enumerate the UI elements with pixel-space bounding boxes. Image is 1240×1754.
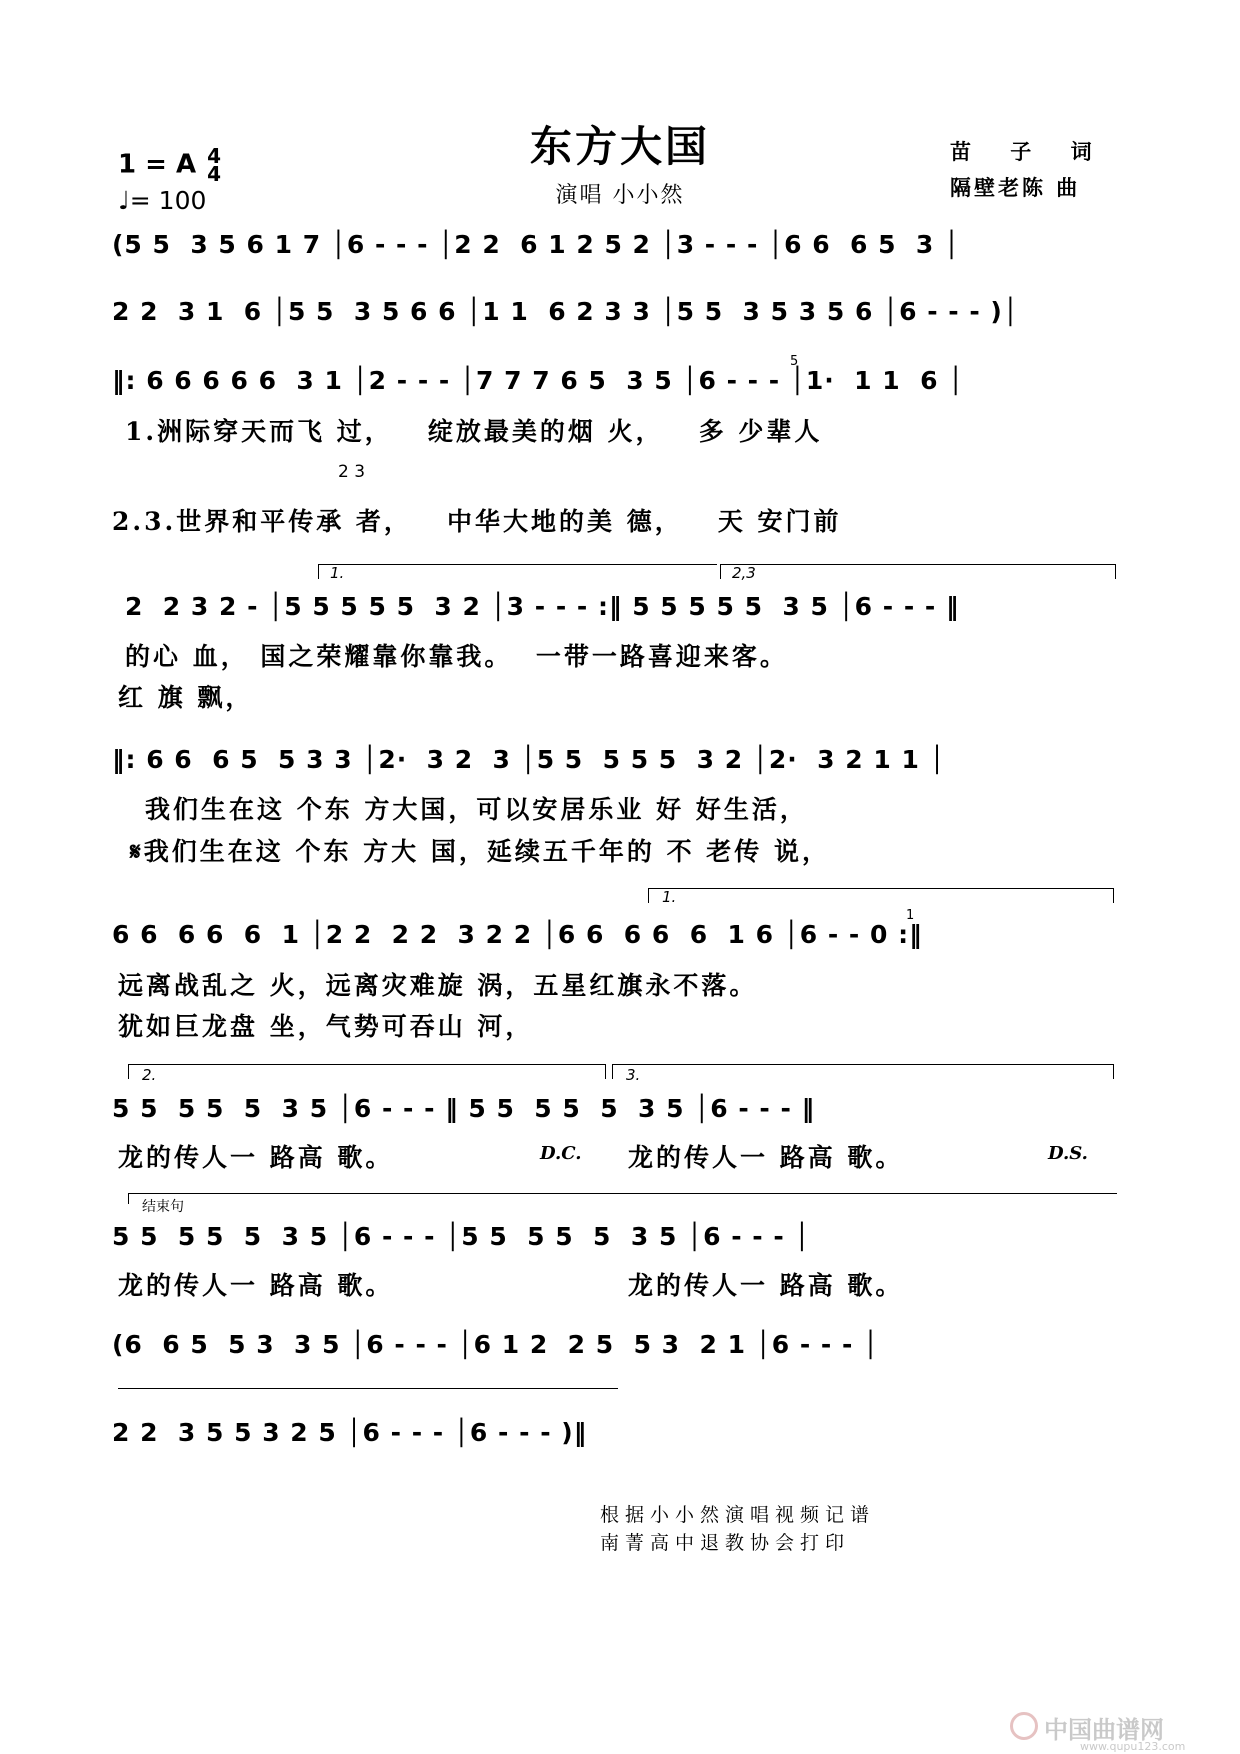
watermark-text: 中国曲谱网 [1044,1715,1164,1744]
volta-label-c2: 2. [142,1066,157,1084]
tempo-mark: ♩= 100 [118,186,207,215]
performer-line: 演唱 小小然 [555,183,685,208]
lyric-verse1-line2: 的心 血， 国之荣耀靠你靠我。 一带一路喜迎来客。 [125,642,788,671]
lyric-verse23-line2: 红 旗 飘， [118,683,254,712]
lyric-chorus-a1: 我们生在这 个东 方大国，可以安居乐业 好 好生活， [145,795,808,824]
volta-bracket-23 [720,564,1116,579]
volta-label-1: 1. [330,564,345,582]
notation-row-10: 2 2 3 5 5 3 2 5 │6 - - - │6 - - - )‖ [112,1418,588,1447]
volta-label-23: 2,3 [732,564,756,582]
footer-note-1: 根据小小然演唱视频记谱 [600,1504,876,1526]
notation-row-9: (6 6 5 5 3 3 5 │6 - - - │6 1 2 2 5 5 3 2 1 │6 - - - │ [112,1330,880,1359]
notation-row-5: ‖: 6 6 6 5 5 3 3 │2· 3 2 3 │5 5 5 5 5 3 2 │2· 3 2 1 1 │ [112,745,946,774]
time-top: 4 [207,144,222,168]
volta-bracket-c2 [128,1064,606,1079]
key-signature [118,144,222,186]
notation-row-4: 2 2 3 2 - │5 5 5 5 5 3 2 │3 - - - :‖ 5 5 5 5 5 3 5 │6 - - - ‖ [125,592,960,621]
notation-row-1: (5 5 3 5 6 1 7 │6 - - - │2 2 6 1 2 5 2 │3 - - - │6 6 6 5 3 │ [112,230,961,259]
lyric-chorus-b1: 远离战乱之 火，远离灾难旋 涡，五星红旗永不落。 [118,971,758,1000]
volta-bracket-1 [318,564,717,579]
tie-line [118,1388,618,1399]
lyric-coda-a: 龙的传人一 路高 歌。 [118,1271,394,1300]
lyric-chorus-b2: 犹如巨龙盘 坐，气势可吞山 河， [118,1012,534,1041]
watermark-url: www.qupu123.com [1080,1740,1186,1753]
notation-row-8: 5 5 5 5 5 3 5 │6 - - - │5 5 5 5 5 3 5 │6 - - - │ [112,1222,811,1251]
key-text: 1 = A [118,149,197,180]
ds-mark: D.S. [1048,1143,1088,1164]
notation-row-6: 6 6 6 6 6 1 │2 2 2 2 3 2 2 │6 6 6 6 6 1 6 │6 - - 0 :‖ [112,920,923,949]
footer-note-2: 南菁高中退教协会打印 [600,1532,851,1554]
coda-bracket [128,1193,1117,1204]
volta-label-c3: 3. [626,1066,641,1084]
volta-bracket-c3 [612,1064,1114,1079]
lyric-chorus-a2: 𝄋我们生在这 个东 方大 国，延续五千年的 不 老传 说， [130,837,830,866]
tie-note-23: 2 3 [338,462,366,482]
volta-label-c1: 1. [662,888,677,906]
lyric-ending-a: 龙的传人一 路高 歌。 [118,1143,394,1172]
lyric-coda-b: 龙的传人一 路高 歌。 [628,1271,904,1300]
lyric-ending-b: 龙的传人一 路高 歌。 [628,1143,904,1172]
volta-bracket-c1 [648,888,1114,903]
grace-note-5: 5 [790,354,799,369]
notation-row-3: ‖: 6 6 6 6 6 3 1 │2 - - - │7 7 7 6 5 3 5 │6 - - - │1· 1 1 6 │ [112,366,965,395]
lyricist-credit: 苗 子 词 [950,139,1108,164]
coda-label: 结束句 [142,1199,184,1215]
notation-row-7: 5 5 5 5 5 3 5 │6 - - - ‖ 5 5 5 5 5 3 5 │6 - - - ‖ [112,1094,816,1123]
notation-row-2: 2 2 3 1 6 │5 5 3 5 6 6 │1 1 6 2 3 3 │5 5 3 5 3 5 6 │6 - - - )│ [112,297,1019,326]
grace-note-1: 1 [906,908,915,923]
dc-mark: D.C. [540,1143,582,1164]
time-bottom: 4 [207,162,222,186]
lyric-verse1-line1: 1.洲际穿天而飞 过， 绽放最美的烟 火， 多 少辈人 [125,417,823,446]
song-title: 东方大国 [529,122,710,171]
composer-credit: 隔壁老陈 曲 [950,175,1081,200]
watermark-logo-icon [1010,1712,1038,1740]
lyric-verse23-line1: 2.3.世界和平传承 者， 中华大地的美 德， 天 安门前 [112,507,842,536]
time-signature [207,144,222,186]
